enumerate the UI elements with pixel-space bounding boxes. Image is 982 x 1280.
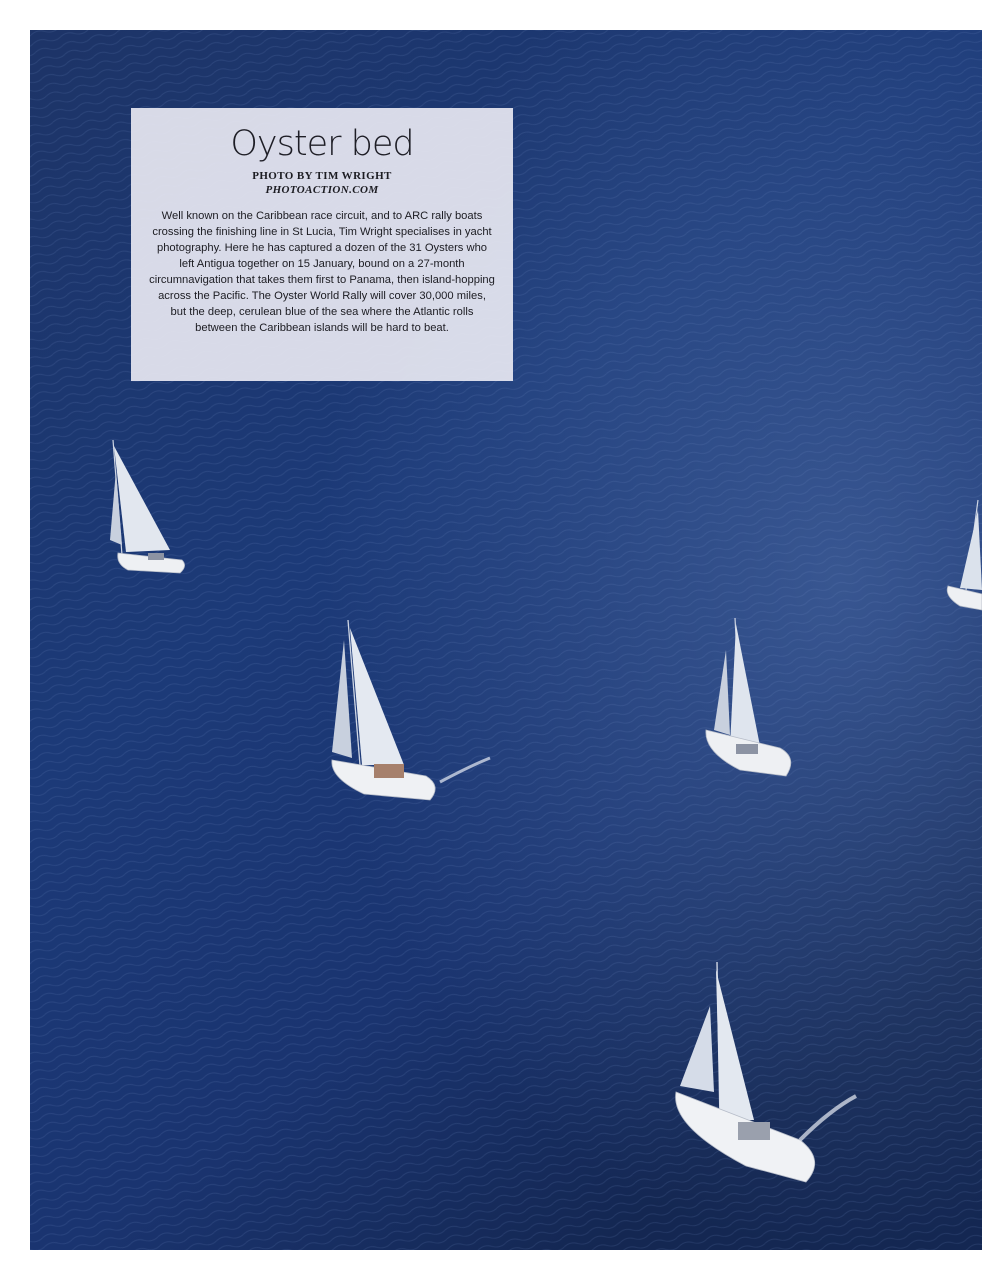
caption-box xyxy=(131,108,513,381)
caption-body: Well known on the Caribbean race circuit, and to ARC rally boats crossing the finishing line in St Lucia, Tim Wright specialises in yacht photography. Here he has captured a dozen of the 31 Oysters who left Antigua together on 15 January, bound on a 27-month circumnavigation that takes them first to Panama, then island-hopping across the Pacific. The Oyster World Rally will cover 30,000 miles, but the deep, cerulean blue of the sea where the Atlantic rolls between the Caribbean islands will be hard to beat. xyxy=(149,210,495,334)
caption-title: Oyster bed xyxy=(230,124,414,164)
photo-credit: PHOTO BY TIM WRIGHT xyxy=(252,169,392,182)
photo-credit-site: PHOTOACTION.COM xyxy=(265,184,379,197)
